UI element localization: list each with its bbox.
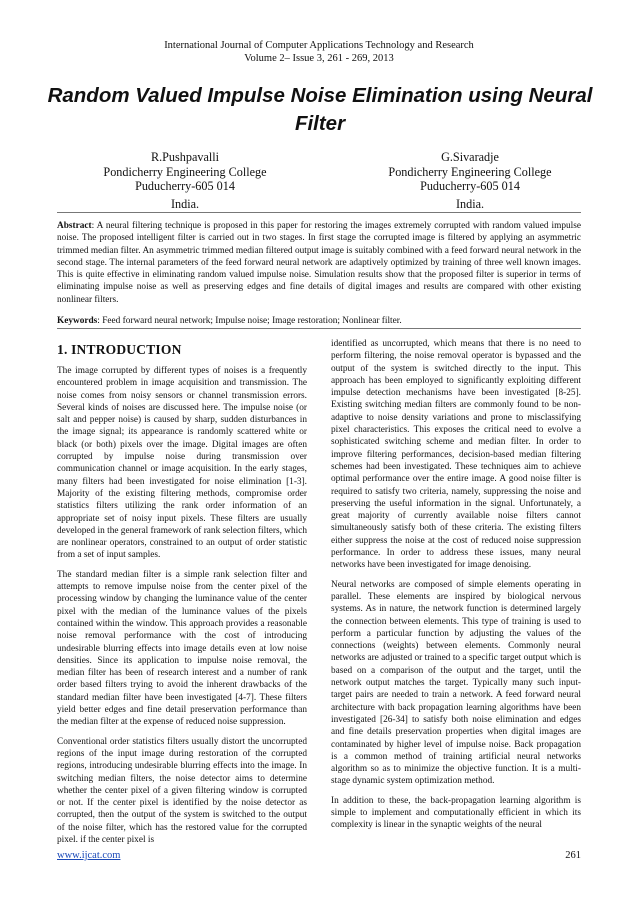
keywords-text: : Feed forward neural network; Impulse noise; Image restoration; Nonlinear filter. [97,316,402,326]
abstract-label: Abstract [57,221,92,231]
keywords-label: Keywords [57,316,98,326]
paragraph: The standard median filter is a simple rank selection filter and attempts to remove impulse noise from the center pixel of the processing window by changing the luminance value of the center pixel with the median of the luminance values of the pixels contained within the window. This approach provides a reasonable noise removal performance with the cost of introducing undesirable blurring effects into image details even at low noise densities. Since its application to impulse noise removal, the median filter has been of research interest and a number of rank order based filters trying to avoid the inherent drawbacks of the standard median filter have been investigated [4-7]. These filters yield better edges and fine detail preservation performance than the median filter at the expense of reduced noise suppression. [57,569,307,728]
section-heading: 1. INTRODUCTION [57,342,182,357]
abstract-text: : A neural filtering technique is proposed in this paper for restoring the images extremely corrupted with random valued impulse noise. The proposed intelligent filter is carried out in two stages. In first stage the corrupted image is filtered by applying an asymmetric trimmed median filter. An asymmetric trimmed median filtered output image is suitably combined with a feed forward neural network in the second stage. The internal parameters of the feed forward neural network are adaptively optimized by training of three well known images. This is quite effective in eliminating random valued impulse noise. Simulation results show that the proposed filter is superior in terms of eliminating impulse noise as well as preserving edges and fine details of digital images and results are compared with other existing nonlinear filters. [57,221,581,305]
divider-bottom [57,328,581,329]
page-number: 261 [565,850,581,861]
journal-volume: Volume 2– Issue 3, 261 - 269, 2013 [244,53,394,64]
divider-top [57,212,581,213]
author-country: India. [455,196,485,211]
left-column [57,338,307,853]
author-affiliation: Pondicherry Engineering College [103,164,267,179]
journal-name: International Journal of Computer Applications Technology and Research [164,40,474,51]
paper-title-line-2: Filter [294,112,346,135]
author-name: G.Sivaradje [441,150,499,164]
paragraph: Neural networks are composed of simple elements operating in parallel. These elements are inspired by biological nervous systems. As in nature, the network function is determined largely the connection between elements. This type of training is used to perform a particular function by adjusting the values of the connections (weights) between elements. Commonly neural networks are adjusted or trained to a specific target output which is based on a comparison of the output and the target, until the network output matches the target. Typically many such input-target pairs are needed to train a network. A feed forward neural architecture with back propagation learning algorithms have been investigated [26-34] to satisfy both noise elimination and edges and fine details preservation properties when digital images are contaminated by higher level of impulse noise. Back propagation is a common method of training artificial neural networks algorithm so as to minimize the objective function. It is a multi-stage dynamic system optimization method. [331,579,581,787]
author-block-2 [340,150,600,211]
right-column [331,338,581,839]
author-country: India. [170,196,200,211]
paragraph: In addition to these, the back-propagation learning algorithm is simple to implement and computationally efficient in which its complexity is linear in the synaptic weights of the neural [331,795,581,831]
paper-title-line-1: Random Valued Impulse Noise Elimination using Neural [47,84,593,107]
author-affiliation: Pondicherry Engineering College [388,164,552,179]
journal-url-link[interactable]: www.ijcat.com [57,850,121,861]
author-block-1 [55,150,315,211]
author-name: R.Pushpavalli [150,150,220,164]
keywords [57,315,581,327]
paragraph: identified as uncorrupted, which means that there is no need to perform filtering, the noise removal operator is bypassed and the output of the system is switched directly to the input. This approach has been employed to significantly exploiting different impulse detection mechanisms have been investigated [8-25]. Existing switching median filters are commonly found to be non-adaptive to noise density variations and prone to misclassifying pixel characteristics. This exposes the critical need to evolve a sophisticated switching scheme and median filter. In order to improve filtering performances, decision-based median filtering schemes had been investigated. These techniques aim to achieve optimal performance over the entire image. A good noise filter is required to satisfy two criteria, namely, suppressing the noise and preserving the useful information in the signal. Unfortunately, a great majority of currently available noise filters cannot simultaneously satisfy both of these criteria. The existing filters either suppress the noise at the cost of reduced noise suppression performance. In order to address these issues, many neural networks have been investigated for image denoising. [331,339,581,571]
author-city: Puducherry-605 014 [135,179,235,193]
paragraph: Conventional order statistics filters usually distort the uncorrupted regions of the input image during restoration of the corrupted regions, introducing undesirable blurring effects into the image. In switching median filters, the noise detector aims to determine whether the center pixel of a given filtering window is corrupted or not. If the center pixel is identified by the noise detector as corrupted, then the output of the system is switched to the output of the noise filter, which has the restored value for the corrupted pixel. if the center pixel is [57,736,307,845]
paragraph: The image corrupted by different types of noises is a frequently encountered problem in image acquisition and transmission. The noise comes from noisy sensors or channel transmission errors. Several kinds of noises are discussed here. The impulse noise (or salt and pepper noise) is caused by sharp, sudden disturbances in the image signal; its appearance is randomly scattered white or black (or both) pixels over the image. Digital images are often corrupted by impulse noise during transmission over communication channel or image acquisition. In the early stages, many filters had been investigated for noise elimination [1-3]. Majority of the existing filtering methods, compromise order statistics filters utilizing the rank order information of an appropriate set of noisy input pixels. These filters are usually developed in the general framework of rank selection filters, which are nonlinear operators, constrained to an output of order statistic from a set of input samples. [57,366,307,561]
abstract [57,220,581,306]
author-city: Puducherry-605 014 [420,179,520,193]
